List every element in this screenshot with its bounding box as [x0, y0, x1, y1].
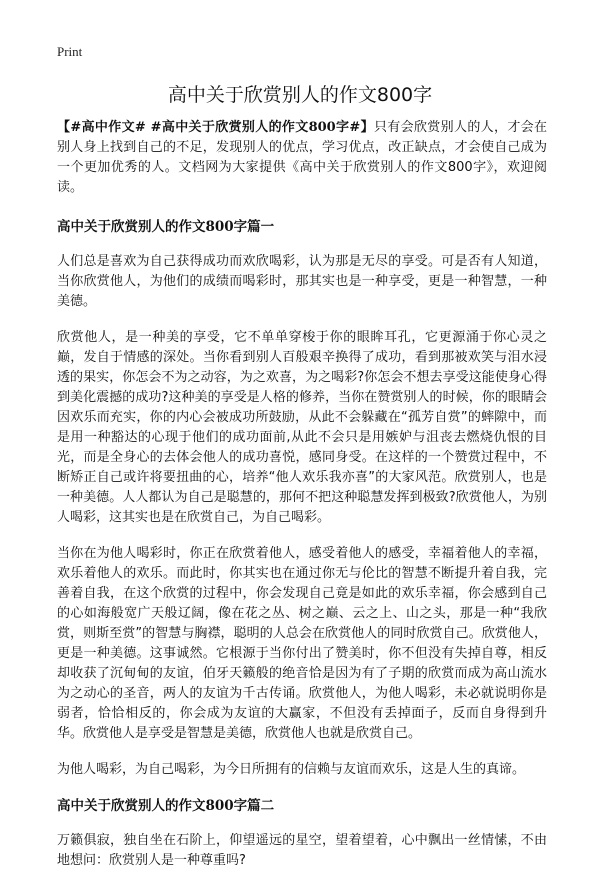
- intro-tags: 【#高中作文# #高中关于欣赏别人的作文800字#】: [57, 120, 374, 135]
- section-heading-1: 高中关于欣赏别人的作文800字篇一: [57, 219, 275, 235]
- paragraph: 欣赏他人，是一种美的享受，它不单单穿梭于你的眼眸耳孔，它更源涌于你心灵之巅，发自于情感的深处。当你看到别人百般艰辛换得了成功，看到那被欢笑与泪水浸透的果实，你怎会不为之动容，为之欢喜，为之喝彩?你怎会不想去享受这能使身心得到美化震撼的成功?这种美的享受是人格的修养，当你在赞赏别人的时候，你的眼睛会因欢乐而充实，你的内心会被成功所鼓励，从此不会躲藏在“孤芳自赏”的蟀隙中，而是用一种豁达的心现于他们的成功面前,从此不会只是用嫉妒与沮丧去燃烧仇恨的目光，而是全身心的去体会他人的成功喜悦，感同身受。在这样的一个赞赏过程中，不断矫正自己或许将要扭曲的心，培养“他人欢乐我亦喜”的大家风范。欣赏别人，也是一种美德。人人都认为自己是聪慧的，那何不把这种聪慧发挥到极致?欣赏他人，为别人喝彩，这其实也是在欣赏自己，为自己喝彩。: [57, 330, 547, 525]
- page-title: 高中关于欣赏别人的作文800字: [167, 84, 433, 106]
- paragraph: 为他人喝彩，为自己喝彩，为今日所拥有的信赖与友谊而欢乐，这是人生的真谛。: [57, 762, 526, 777]
- paragraph: 当你在为他人喝彩时，你正在欣赏着他人，感受着他人的感受，幸福着他人的幸福，欢乐着他人的欢乐。而此时，你其实也在通过你无与伦比的智慧不断提升着自我，完善着自我，在这个欣赏的过程中，你会发现自己竟是如此的欢乐幸福，你会感到自己的心如海般宽广天般辽阔，像在花之丛、树之巅、云之上、山之头，那是一种“我欣赏，则斯至赏”的智慧与胸襟，聪明的人总会在欣赏他人的同时欣赏自己。欣赏他人，更是一种美德。这事诚然。它根源于当你付出了赞美时，你不但没有失掉自尊，相反却收获了沉甸甸的友谊，伯牙天籁般的绝音恰是因为有了子期的欣赏而成为高山流水为之动心的圣音，两人的友谊为千古传诵。欣赏他人，为他人喝彩，未必就说明你是弱者，恰恰相反的，你会成为友谊的大赢家，不但没有丢掉面子，反而自身得到升华。欣赏他人是享受是智慧是美德，欣赏他人也就是欣赏自己。: [57, 546, 547, 741]
- paragraph: 万籁俱寂，独自坐在石阶上，仰望遥远的星空，望着望着，心中飘出一丝情愫，不由地想问：欣赏别人是一种尊重吗?: [57, 833, 547, 868]
- section-heading-2: 高中关于欣赏别人的作文800字篇二: [57, 798, 275, 814]
- intro-text: 只有会欣赏别人的人，才会在别人身上找到自己的不足，发现别人的优点，学习优点，改正缺点，才会使自己成为一个更加优秀的人。文档网为大家提供《高中关于欣赏别人的作文800字》，欢迎阅读。: [57, 120, 547, 195]
- article-body: [57, 118, 547, 887]
- intro-paragraph: [57, 118, 547, 198]
- print-label: Print: [57, 44, 83, 59]
- paragraph: 人们总是喜欢为自己获得成功而欢欣喝彩，认为那是无尽的享受。可是否有人知道，当你欣赏他人，为他们的成绩而喝彩时，那其实也是一种享受，更是一种智慧，一种美德。: [57, 254, 547, 309]
